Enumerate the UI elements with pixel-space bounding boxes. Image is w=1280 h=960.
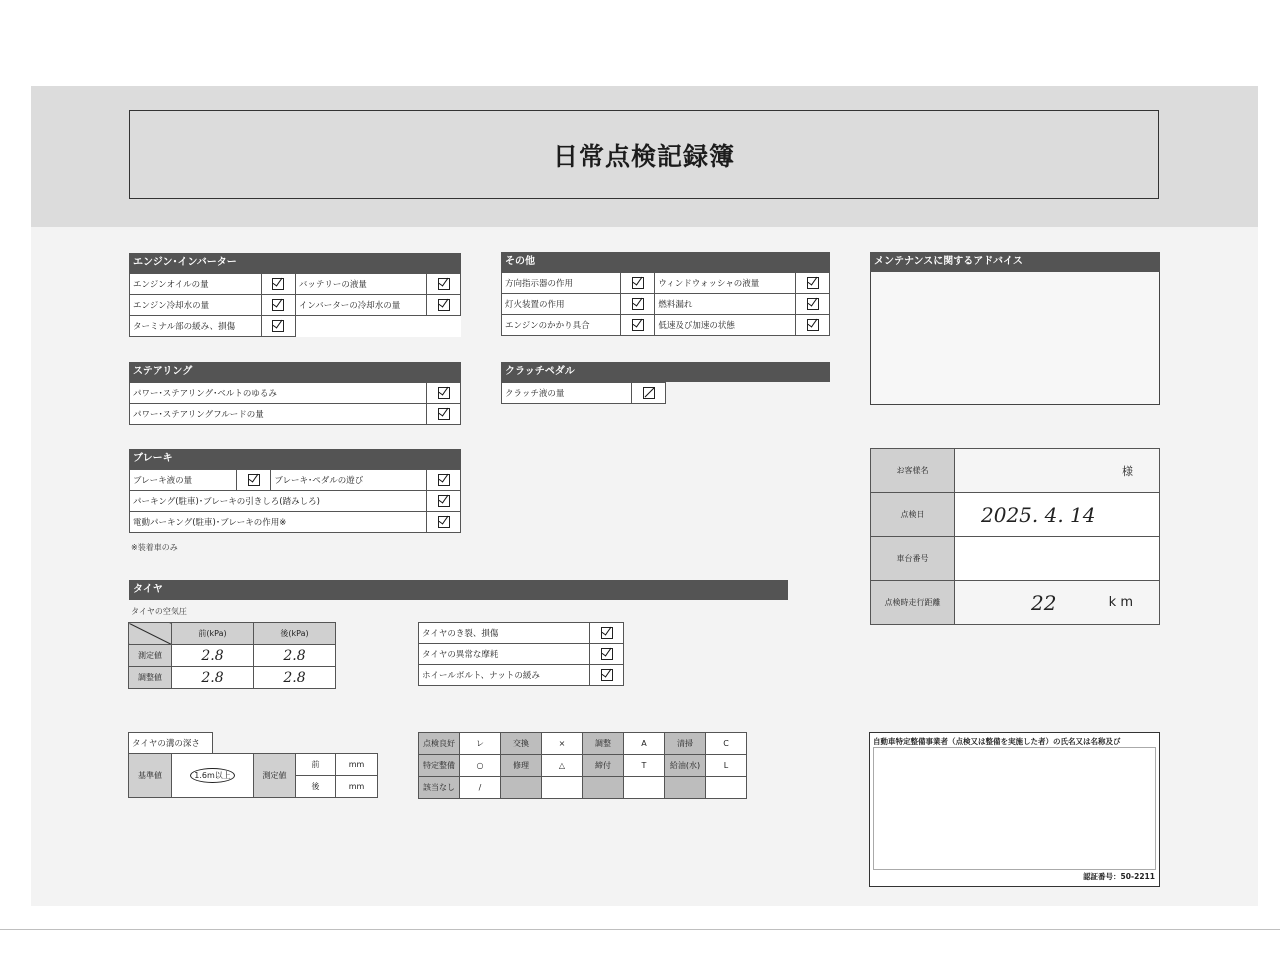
engine-section bbox=[129, 253, 461, 337]
legend-term: 該当なし bbox=[419, 777, 460, 799]
tire-pressure-table bbox=[128, 622, 336, 689]
engine-header: エンジン･インバーター bbox=[129, 253, 461, 273]
checkbox-checked[interactable] bbox=[438, 387, 450, 399]
check-label: エンジンのかかり具合 bbox=[502, 315, 621, 336]
tire-section bbox=[129, 580, 788, 600]
legend-symbol: A bbox=[624, 733, 665, 755]
check-label: エンジン冷却水の量 bbox=[130, 295, 262, 316]
check-label: 電動パーキング(駐車)･ブレーキの作用※ bbox=[130, 512, 427, 533]
certification-number: 認証番号：50-2211 bbox=[1083, 872, 1155, 881]
legend-term: 交換 bbox=[501, 733, 542, 755]
check-label: パワー･ステアリング･ベルトのゆるみ bbox=[130, 383, 427, 404]
standard-value: 1.6m以上 bbox=[172, 754, 254, 798]
legend-symbol: ○ bbox=[460, 755, 501, 777]
advice-header: メンテナンスに関するアドバイス bbox=[870, 252, 1160, 272]
customer-label: お客様名 bbox=[871, 449, 955, 493]
checkbox-checked[interactable] bbox=[632, 319, 644, 331]
tire-header: タイヤ bbox=[129, 580, 788, 600]
customer-field[interactable] bbox=[955, 449, 1160, 493]
tire-check-table bbox=[418, 622, 624, 686]
tread-depth-table bbox=[128, 753, 378, 798]
tread-header-table bbox=[128, 732, 213, 754]
check-label: タイヤの異常な摩耗 bbox=[419, 644, 590, 665]
check-label: 方向指示器の作用 bbox=[502, 273, 621, 294]
tread-measured-label: 測定値 bbox=[254, 754, 296, 798]
checkbox-checked[interactable] bbox=[438, 516, 450, 528]
chassis-field[interactable] bbox=[955, 537, 1160, 581]
tire-pressure-caption: タイヤの空気圧 bbox=[131, 607, 187, 616]
check-label: バッテリーの液量 bbox=[295, 274, 426, 295]
adjusted-label: 調整値 bbox=[129, 667, 172, 689]
date-label: 点検日 bbox=[871, 493, 955, 537]
legend-term: 調整 bbox=[583, 733, 624, 755]
legend-blank bbox=[665, 777, 706, 799]
adjusted-front-value[interactable]: 2.8 bbox=[172, 667, 254, 689]
mileage-label: 点検時走行距離 bbox=[871, 581, 955, 625]
legend-blank bbox=[706, 777, 747, 799]
checkbox-checked[interactable] bbox=[632, 298, 644, 310]
check-label: インバーターの冷却水の量 bbox=[295, 295, 426, 316]
mileage-value: 22 bbox=[1031, 591, 1057, 615]
checkbox-checked[interactable] bbox=[438, 474, 450, 486]
tread-header: タイヤの溝の深さ bbox=[129, 733, 213, 754]
check-label: ウィンドウォッシャの液量 bbox=[655, 273, 796, 294]
brake-header: ブレーキ bbox=[129, 449, 461, 469]
adjusted-rear-value[interactable]: 2.8 bbox=[254, 667, 336, 689]
legend-blank bbox=[583, 777, 624, 799]
legend-blank bbox=[542, 777, 583, 799]
legend-blank bbox=[624, 777, 665, 799]
legend-symbol: / bbox=[460, 777, 501, 799]
legend-term: 給油(水) bbox=[665, 755, 706, 777]
tread-front-unit[interactable]: mm bbox=[336, 754, 378, 776]
customer-suffix: 様 bbox=[1122, 465, 1133, 478]
legend-symbol: L bbox=[706, 755, 747, 777]
mechanic-certification-box bbox=[869, 732, 1160, 887]
certification-stamp-area[interactable] bbox=[873, 747, 1156, 870]
checkbox-checked[interactable] bbox=[601, 648, 613, 660]
check-label: 低速及び加速の状態 bbox=[655, 315, 796, 336]
other-section bbox=[501, 252, 830, 336]
tread-rear-unit[interactable]: mm bbox=[336, 776, 378, 798]
checkbox-checked[interactable] bbox=[807, 319, 819, 331]
checkbox-checked[interactable] bbox=[601, 627, 613, 639]
check-label: ホイールボルト、ナットの緩み bbox=[419, 665, 590, 686]
chassis-label: 車台番号 bbox=[871, 537, 955, 581]
steering-section bbox=[129, 362, 461, 425]
checkbox-checked[interactable] bbox=[272, 299, 284, 311]
check-label: ブレーキ･ペダルの遊び bbox=[271, 470, 427, 491]
checkbox-checked[interactable] bbox=[438, 495, 450, 507]
front-kpa-header: 前(kPa) bbox=[172, 623, 254, 645]
checkbox-checked[interactable] bbox=[272, 278, 284, 290]
steering-header: ステアリング bbox=[129, 362, 461, 382]
legend-symbol: T bbox=[624, 755, 665, 777]
title-box bbox=[129, 110, 1159, 199]
clutch-section bbox=[501, 362, 830, 404]
checkbox-checked[interactable] bbox=[438, 408, 450, 420]
clutch-header: クラッチペダル bbox=[501, 362, 830, 382]
measured-label: 測定値 bbox=[129, 645, 172, 667]
legend-symbol: C bbox=[706, 733, 747, 755]
legend-blank bbox=[501, 777, 542, 799]
check-label: パーキング(駐車)･ブレーキの引きしろ(踏みしろ) bbox=[130, 491, 427, 512]
check-label: 燃料漏れ bbox=[655, 294, 796, 315]
legend-term: 特定整備 bbox=[419, 755, 460, 777]
brake-section bbox=[129, 449, 461, 533]
check-label: クラッチ液の量 bbox=[502, 383, 632, 404]
maintenance-advice-box[interactable] bbox=[870, 252, 1160, 405]
checkbox-checked[interactable] bbox=[807, 277, 819, 289]
date-field[interactable] bbox=[955, 493, 1160, 537]
checkbox-checked[interactable] bbox=[601, 669, 613, 681]
certification-title: 自動車特定整備事業者（点検又は整備を実施した者）の氏名又は名称及び bbox=[873, 737, 1121, 746]
checkbox-checked[interactable] bbox=[438, 278, 450, 290]
other-header: その他 bbox=[501, 252, 830, 272]
legend-symbol: △ bbox=[542, 755, 583, 777]
check-label: パワー･ステアリングフルードの量 bbox=[130, 404, 427, 425]
tread-rear-label: 後 bbox=[296, 776, 336, 798]
check-label: エンジンオイルの量 bbox=[130, 274, 262, 295]
legend-term: 点検良好 bbox=[419, 733, 460, 755]
mileage-field[interactable] bbox=[955, 581, 1160, 625]
diagonal-header-cell bbox=[129, 623, 172, 645]
checkbox-checked[interactable] bbox=[248, 474, 260, 486]
check-label: タイヤのき裂、損傷 bbox=[419, 623, 590, 644]
page-title: 日常点検記録簿 bbox=[552, 141, 735, 171]
date-value: 2025. 4. 14 bbox=[981, 503, 1096, 527]
standard-label: 基準値 bbox=[129, 754, 172, 798]
symbol-legend bbox=[418, 732, 747, 799]
checkbox-checked[interactable] bbox=[438, 299, 450, 311]
checkbox-checked[interactable] bbox=[807, 298, 819, 310]
legend-term: 清掃 bbox=[665, 733, 706, 755]
checkbox-not-applicable[interactable] bbox=[643, 387, 655, 399]
check-label: ターミナル部の緩み、損傷 bbox=[130, 316, 262, 337]
legend-term: 修理 bbox=[501, 755, 542, 777]
check-label: ブレーキ液の量 bbox=[130, 470, 237, 491]
measured-front-value[interactable]: 2.8 bbox=[172, 645, 254, 667]
legend-symbol: × bbox=[542, 733, 583, 755]
equipped-note: ※装着車のみ bbox=[131, 543, 178, 552]
checkbox-checked[interactable] bbox=[632, 277, 644, 289]
checkbox-checked[interactable] bbox=[272, 320, 284, 332]
mileage-unit: k m bbox=[1108, 595, 1133, 610]
measured-rear-value[interactable]: 2.8 bbox=[254, 645, 336, 667]
divider bbox=[0, 929, 1280, 930]
tread-front-label: 前 bbox=[296, 754, 336, 776]
rear-kpa-header: 後(kPa) bbox=[254, 623, 336, 645]
check-label: 灯火装置の作用 bbox=[502, 294, 621, 315]
vehicle-info-table bbox=[870, 448, 1160, 625]
legend-symbol: レ bbox=[460, 733, 501, 755]
legend-term: 締付 bbox=[583, 755, 624, 777]
